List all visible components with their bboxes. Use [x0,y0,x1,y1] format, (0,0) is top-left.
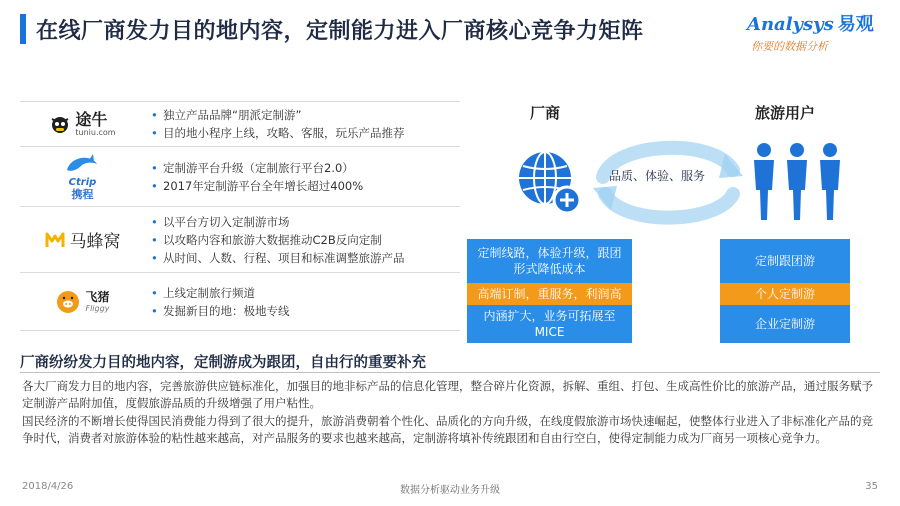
pig-icon [55,289,81,315]
brand-logo-cn: 易观 [837,14,874,35]
vendor-box-3: 内涵扩大，业务可拓展至MICE [467,305,632,343]
globe-plus-icon [515,148,583,216]
tuniu-logo-sub: tuniu.com [75,127,116,137]
company-table [20,101,460,331]
list-item: • 定制游平台升级（定制旅行平台2.0） [151,159,363,177]
users-group-icon [750,140,845,225]
list-item: • 以平台方切入定制游市场 [151,213,405,231]
footer-slogan: 数据分析驱动业务升级 [400,485,500,496]
vendor-box-1: 定制线路，体验升级，跟团形式降低成本 [467,239,632,283]
footer-date: 2018/4/26 [22,481,74,492]
company-row-mafengwo [20,207,460,273]
list-item: • 以攻略内容和旅游大数据推动C2B反向定制 [151,231,405,249]
list-item: • 目的地小程序上线，攻略、客服，玩乐产品推荐 [151,124,405,142]
traveler-box-3: 企业定制游 [720,305,850,343]
summary-paragraph-1: 各大厂商发力目的地内容，完善旅游供应链标准化，加强目的地非标产品的信息化管理，整合碎片化资源，拆解、重组、打包、生成高性价比的旅游产品，通过服务赋予定制游产品附加值，度假旅游品质的升级增强了用户粘性。 [22,379,873,410]
dolphin-icon [63,152,103,178]
tuniu-points [145,106,405,142]
brand-tagline: 你要的数据分析 [751,40,828,53]
company-row-ctrip [20,147,460,207]
list-item: • 2017年定制游平台全年增长超过400% [151,177,363,195]
summary-title: 厂商纷纷发力目的地内容，定制游成为跟团，自由行的重要补充 [20,355,426,371]
fliggy-logo-sub: Fliggy [85,303,110,313]
mafengwo-logo-text: 马蜂窝 [69,232,121,252]
cow-icon [49,113,71,135]
list-item: • 发掘新目的地：极地专线 [151,302,290,320]
list-item: • 独立产品品牌“朋派定制游” [151,106,405,124]
brand-logo [747,10,882,60]
vendor-user-diagram [465,100,895,345]
traveler-label: 旅游用户 [755,104,816,122]
mafengwo-logo [20,227,145,252]
tuniu-logo-text: 途牛 [75,109,108,129]
fliggy-logo [20,289,145,315]
ctrip-logo-sub: Ctrip [68,177,97,188]
mafengwo-points [145,213,405,267]
title-accent-bar [20,14,26,44]
tuniu-logo [20,109,145,137]
page-number: 35 [865,481,878,492]
m-icon [45,230,65,250]
summary-divider [20,372,880,373]
traveler-box-2: 个人定制游 [720,283,850,305]
fliggy-logo-text: 飞猪 [85,289,110,304]
page-title: 在线厂商发力目的地内容，定制能力进入厂商核心竞争力矩阵 [36,19,644,44]
fliggy-points [145,284,290,320]
ctrip-points [145,159,363,195]
company-row-tuniu [20,101,460,147]
list-item: • 从时间、人数、行程、项目和标准调整旅游产品 [151,249,405,267]
brand-logo-text: Analysys [747,14,834,35]
company-row-fliggy [20,273,460,331]
vendor-label: 厂商 [530,104,561,122]
ctrip-logo [20,152,145,201]
traveler-box-1: 定制跟团游 [720,239,850,283]
summary-paragraph-2: 国民经济的不断增长使得国民消费能力得到了很大的提升，旅游消费朝着个性化、品质化的方向升级，在线度假旅游市场快速崛起，使整体行业进入了非标准化产品的竞争时代，消费者对旅游体验的粘性越来越高，对产品服务的要求也越来越高，定制游将填补传统跟团和自由行空白，使得定制能力成为厂商另一项核心竞争力。 [22,414,873,445]
list-item: • 上线定制旅行频道 [151,284,290,302]
flow-label: 品质、体验、服务 [609,169,706,183]
ctrip-logo-text: 携程 [71,188,94,201]
vendor-box-2: 高端订制，重服务，利润高 [467,283,632,305]
